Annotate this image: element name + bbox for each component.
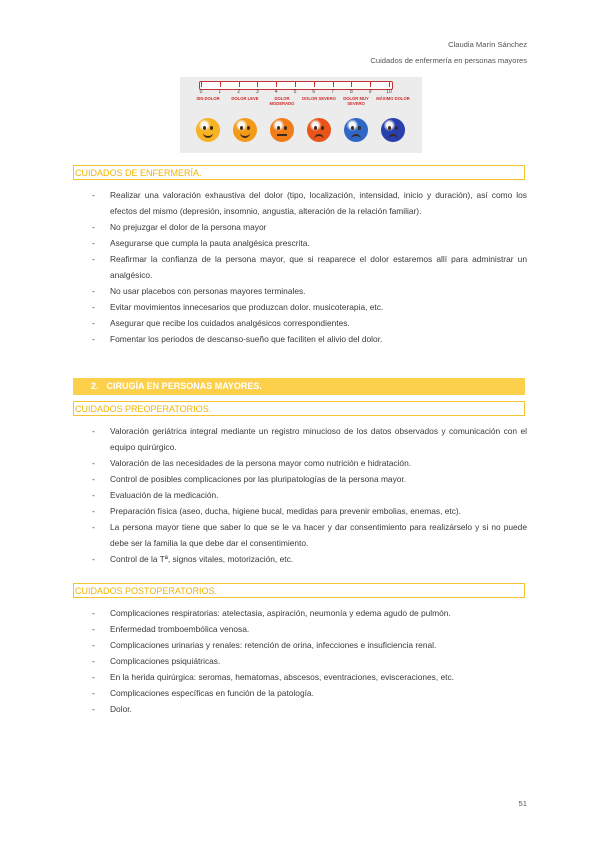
scale-number: 9 bbox=[368, 89, 372, 95]
face-eye bbox=[395, 126, 398, 130]
scale-number: 2 bbox=[237, 89, 240, 95]
list-item: - Valoración de las necesidades de la persona mayor como nutrición e hidratación. bbox=[92, 455, 527, 471]
face-mouth bbox=[351, 134, 361, 140]
scale-tick bbox=[370, 82, 371, 87]
face-eye bbox=[247, 126, 250, 130]
scale-number: 6 bbox=[312, 89, 316, 95]
face-eye bbox=[284, 126, 287, 130]
scale-label: SIN DOLOR bbox=[196, 96, 220, 101]
face-mouth bbox=[203, 132, 213, 138]
pain-scale-image bbox=[180, 77, 422, 153]
list-item: - Complicaciones respiratorias: atelectasia, aspiración, neumonía y edema agudo de pulmón. bbox=[92, 605, 527, 621]
list-item: - Valoración geriátrica integral mediante un registro minucioso de los datos observados y comunicación con el equipo quirúrgico. bbox=[92, 423, 527, 455]
list-item: - Evaluación de la medicación. bbox=[92, 487, 527, 503]
face-eye bbox=[203, 126, 206, 130]
scale-tick bbox=[333, 82, 334, 87]
scale-tick bbox=[314, 82, 315, 87]
list-item: - Reafirmar la confianza de la persona mayor, que si reaparece el dolor estaremos allí para administrar un analgésico. bbox=[92, 251, 527, 283]
scale-number: 1 bbox=[218, 89, 222, 95]
list-item: - Fomentar los periodos de descanso-sueño que faciliten el alivio del dolor. bbox=[92, 331, 527, 347]
scale-tick bbox=[389, 82, 390, 87]
page-header bbox=[370, 37, 527, 69]
list-item: - Dolor. bbox=[92, 701, 527, 717]
pain-face-icon bbox=[196, 118, 220, 142]
face-eye bbox=[351, 126, 354, 130]
scale-tick bbox=[351, 82, 352, 87]
scale-tick bbox=[239, 82, 240, 87]
pain-face-icon bbox=[344, 118, 368, 142]
pain-face-icon bbox=[381, 118, 405, 142]
face-eye bbox=[277, 126, 280, 130]
list-item: - Control de la Tª, signos vitales, motorización, etc. bbox=[92, 551, 527, 567]
scale-tick bbox=[295, 82, 296, 87]
face-mouth bbox=[240, 132, 250, 138]
scale-tick bbox=[257, 82, 258, 87]
pain-face-icon bbox=[270, 118, 294, 142]
pain-face-icon bbox=[233, 118, 257, 142]
list-item: - Preparación física (aseo, ducha, higiene bucal, medidas para prevenir embolias, enemas, etc). bbox=[92, 503, 527, 519]
section-title-preoperatorios: CUIDADOS PREOPERATORIOS. bbox=[73, 401, 525, 416]
scale-number: 4 bbox=[274, 89, 278, 95]
list-cuidados-enfermeria bbox=[92, 187, 527, 347]
face-eye bbox=[388, 126, 391, 130]
heading-number: 2. bbox=[91, 381, 99, 391]
scale-tick bbox=[201, 82, 202, 87]
face-mouth bbox=[388, 134, 398, 140]
list-item: - Complicaciones urinarias y renales: retención de orina, infecciones e insuficiencia renal. bbox=[92, 637, 527, 653]
heading-cirugia bbox=[73, 378, 525, 395]
scale-label: MÁXIMO DOLOR bbox=[376, 96, 410, 101]
header-author: Claudia Marín Sánchez bbox=[448, 40, 527, 49]
face-eye bbox=[358, 126, 361, 130]
list-preoperatorios bbox=[92, 423, 527, 567]
list-item: - No prejuzgar el dolor de la persona mayor bbox=[92, 219, 527, 235]
scale-number: 7 bbox=[331, 89, 334, 95]
section-title-cuidados-enfermeria: CUIDADOS DE ENFERMERÍA. bbox=[73, 165, 525, 180]
scale-number: 8 bbox=[350, 89, 353, 95]
scale-tick bbox=[220, 82, 221, 87]
list-item: - Complicaciones específicas en función de la patología. bbox=[92, 685, 527, 701]
list-item: - No usar placebos con personas mayores terminales. bbox=[92, 283, 527, 299]
face-eye bbox=[314, 126, 317, 130]
list-item: - Evitar movimientos innecesarios que produzcan dolor. musicoterapia, etc. bbox=[92, 299, 527, 315]
list-item: - Control de posibles complicaciones por las pluripatologías de la persona mayor. bbox=[92, 471, 527, 487]
scale-tick bbox=[276, 82, 277, 87]
scale-number: 5 bbox=[293, 89, 297, 95]
scale-label: DOLOR LEVE bbox=[231, 96, 259, 101]
list-item: - En la herida quirúrgica: seromas, hematomas, abscesos, eventraciones, evisceraciones, etc. bbox=[92, 669, 527, 685]
scale-number: 0 bbox=[199, 89, 203, 95]
list-item: - Enfermedad tromboembólica venosa. bbox=[92, 621, 527, 637]
page-number: 51 bbox=[518, 799, 527, 808]
pain-face-icon bbox=[307, 118, 331, 142]
face-eye bbox=[210, 126, 213, 130]
list-item: - Realizar una valoración exhaustiva del dolor (tipo, localización, intensidad, inicio y duración), así como los efectos del mismo (depresión, insomnio, angustia, alteración de la relación familiar). bbox=[92, 187, 527, 219]
list-item: - La persona mayor tiene que saber lo que se le va hacer y dar consentimiento para realizárselo y si no puede debe ser la familia la que debe dar el consentimiento. bbox=[92, 519, 527, 551]
scale-label: DOLOR MUY SEVERO bbox=[343, 96, 369, 106]
list-item: - Asegurar que recibe los cuidados analgésicos correspondientes. bbox=[92, 315, 527, 331]
list-item: - Asegurarse que cumpla la pauta analgésica prescrita. bbox=[92, 235, 527, 251]
face-mouth bbox=[277, 134, 287, 140]
list-item: - Complicaciones psiquiátricas. bbox=[92, 653, 527, 669]
heading-title: CIRUGÍA EN PERSONAS MAYORES. bbox=[106, 381, 262, 391]
scale-number: 3 bbox=[256, 89, 259, 95]
scale-label: DOLOR SEVERO bbox=[302, 96, 336, 101]
section-title-postoperatorios: CUIDADOS POSTOPERATORIOS. bbox=[73, 583, 525, 598]
list-postoperatorios bbox=[92, 605, 527, 717]
scale-number: 10 bbox=[386, 89, 392, 95]
face-mouth bbox=[314, 134, 324, 140]
face-eye bbox=[321, 126, 324, 130]
scale-label: DOLOR MODERADO bbox=[269, 96, 295, 106]
face-eye bbox=[240, 126, 243, 130]
header-subtitle: Cuidados de enfermería en personas mayores bbox=[370, 56, 527, 65]
